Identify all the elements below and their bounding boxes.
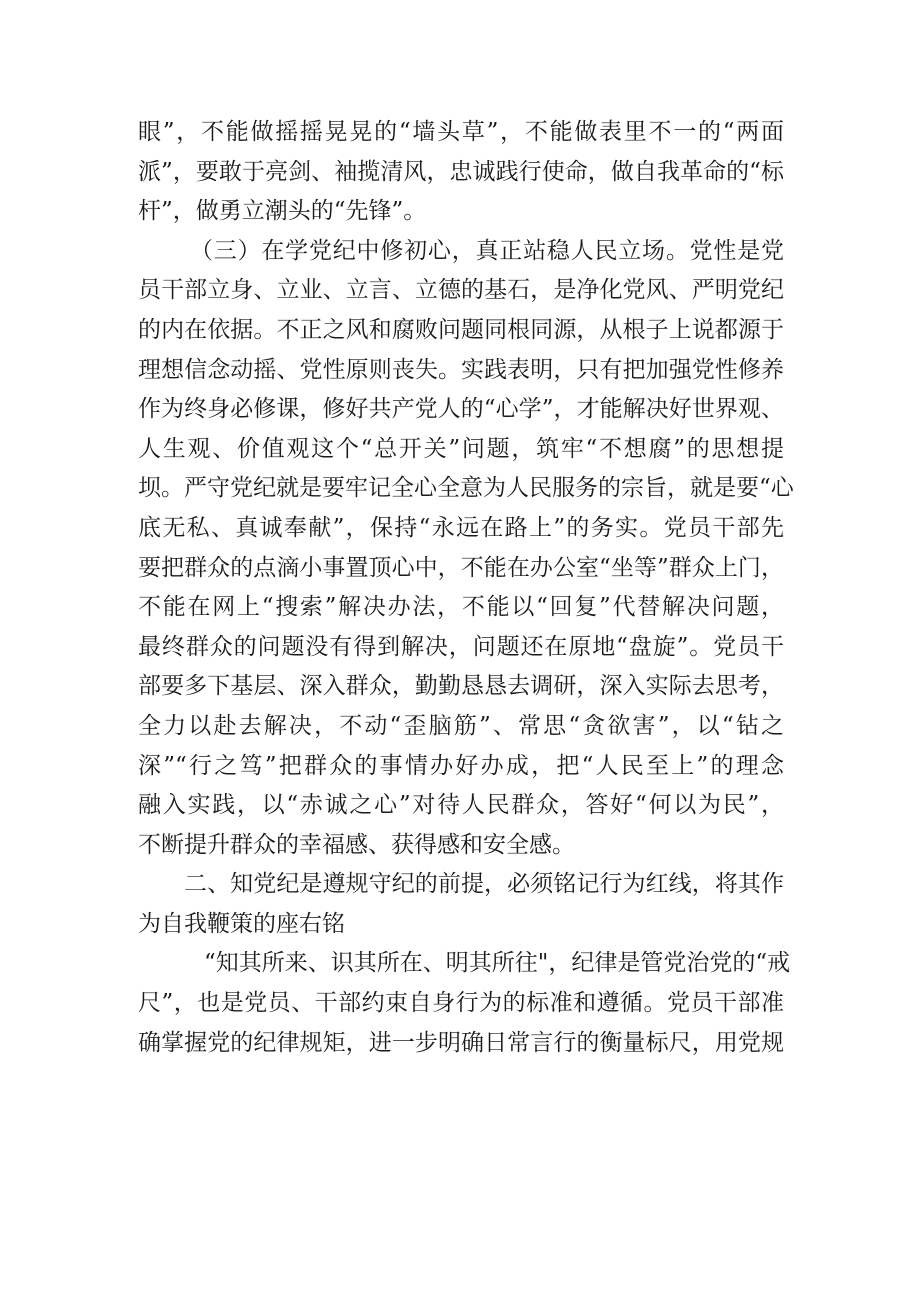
text-line: 杆”，做勇立潮头的“先锋”。 bbox=[138, 198, 427, 225]
text-line: 底无私、真诚奉献”，保持“永远在路上”的务实。党员干部先 bbox=[138, 514, 784, 541]
text-line: 派”，要敢于亮剑、袖揽清风，忠诚践行使命，做自我革命的“标 bbox=[138, 158, 784, 185]
text-line: 眼”，不能做摇摇晃晃的“墙头草”，不能做表里不一的“两面 bbox=[138, 119, 784, 145]
text-line: 作为终身必修课，修好共产党人的“心学”，才能解决好世界观、 bbox=[138, 396, 784, 423]
section-heading-line: 为自我鞭策的座右铭 bbox=[138, 910, 345, 937]
section-heading-line: （三）在学党纪中修初心，真正站稳人民立场。党性是党 bbox=[190, 237, 784, 264]
text-line: 理想信念动摇、党性原则丧失。实践表明，只有把加强党性修养 bbox=[138, 356, 784, 383]
text-line: 部要多下基层、深入群众，勤勤恳恳去调研，深入实际去思考， bbox=[138, 673, 784, 700]
text-line: 不能在网上“搜索”解决办法，不能以“回复”代替解决问题， bbox=[138, 594, 784, 621]
document-body bbox=[138, 113, 794, 1063]
text-line: 尺”，也是党员、干部约束自身行为的标准和遵循。党员干部准 bbox=[138, 990, 784, 1017]
section-heading-line: 二、知党纪是遵规守纪的前提，必须铭记行为红线，将其作 bbox=[184, 871, 784, 898]
text-line: 员干部立身、立业、立言、立德的基石，是净化党风、严明党纪 bbox=[138, 277, 784, 304]
text-line: 融入实践，以“赤诚之心”对待人民群众，答好“何以为民”， bbox=[138, 792, 784, 819]
text-line: 不断提升群众的幸福感、获得感和安全感。 bbox=[138, 831, 575, 858]
text-line: 全力以赴去解决，不动“歪脑筋”、常思“贪欲害”，以“钻之 bbox=[138, 712, 784, 739]
text-line: 确掌握党的纪律规矩，进一步明确日常言行的衡量标尺，用党规 bbox=[138, 1029, 784, 1056]
text-line: “知其所来、识其所在、明其所往"，纪律是管党治党的“戒 bbox=[204, 950, 791, 977]
text-line: 最终群众的问题没有得到解决，问题还在原地“盘旋”。党员干 bbox=[138, 633, 784, 660]
text-line: 坝。严守党纪就是要牢记全心全意为人民服务的宗旨，就是要“心 bbox=[138, 475, 794, 502]
text-line: 深”“行之笃”把群众的事情办好办成，把“人民至上”的理念 bbox=[138, 752, 784, 779]
text-line: 要把群众的点滴小事置顶心中，不能在办公室“坐等”群众上门， bbox=[138, 554, 784, 581]
text-line: 的内在依据。不正之风和腐败问题同根同源，从根子上说都源于 bbox=[138, 316, 784, 343]
text-line: 人生观、价值观这个“总开关”问题，筑牢“不想腐”的思想提 bbox=[138, 435, 784, 462]
